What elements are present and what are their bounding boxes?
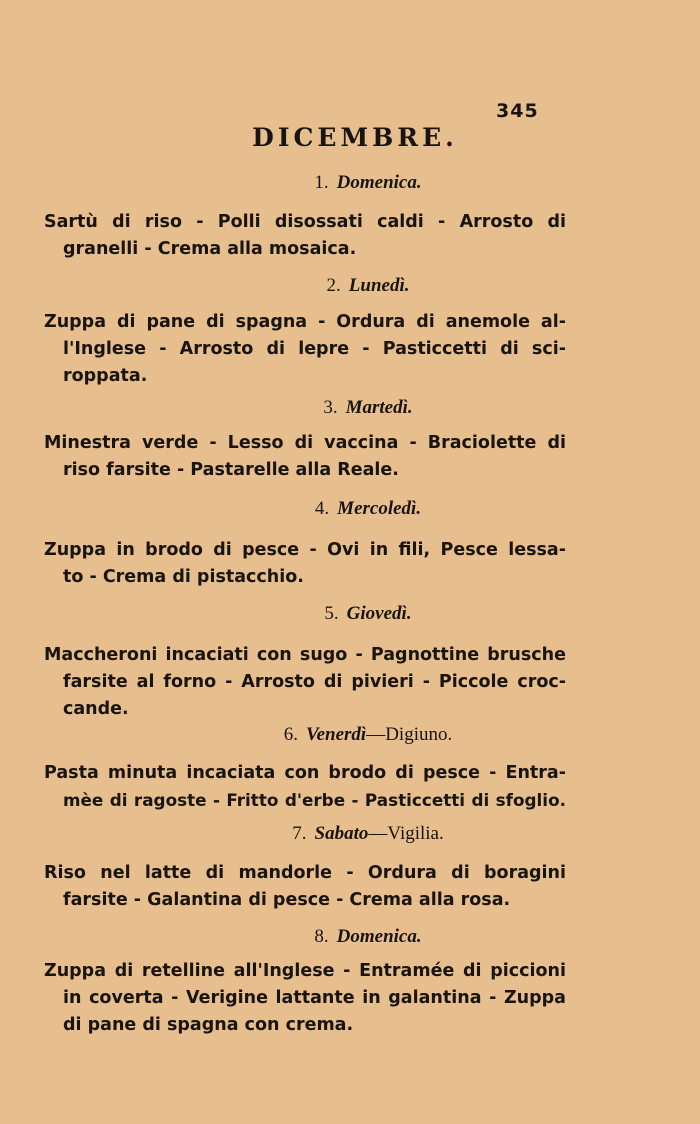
menu-line: farsite al forno - Arrosto di pivieri - Piccole croc- <box>63 672 566 692</box>
menu-line: Sartù di riso - Polli disossati caldi - Arrosto di <box>44 212 566 232</box>
day-number: 4. <box>314 498 330 519</box>
day-menu <box>44 309 566 390</box>
menu-line: cande. <box>63 699 129 719</box>
menu-line: Riso nel latte di mandorle - Ordura di boragini <box>44 863 566 883</box>
day-heading <box>0 497 700 521</box>
menu-line: di pane di spagna con crema. <box>63 1015 354 1035</box>
menu-line: l'Inglese - Arrosto di lepre - Pasticcetti di sci- <box>63 339 566 359</box>
day-menu <box>44 430 566 484</box>
day-menu <box>44 958 566 1039</box>
day-note: —Vigilia. <box>368 823 444 844</box>
day-name: Martedì. <box>345 397 413 418</box>
day-number: 2. <box>326 275 341 296</box>
page-title: DICEMBRE. <box>252 123 458 152</box>
day-name: Domenica. <box>336 172 422 193</box>
menu-line: Zuppa di retelline all'Inglese - Entramée di piccioni <box>44 961 566 981</box>
page-number: 345 <box>496 100 539 122</box>
menu-line: Zuppa di pane di spagna - Ordura di anemole al- <box>44 312 566 332</box>
day-name: Sabato <box>314 823 369 844</box>
menu-line: Maccheroni incaciati con sugo - Pagnottine brusche <box>44 645 566 665</box>
day-name: Giovedì. <box>346 603 412 624</box>
menu-line: granelli - Crema alla mosaica. <box>63 239 357 259</box>
day-number: 6. <box>283 724 299 745</box>
day-heading <box>0 396 700 420</box>
day-number: 1. <box>314 172 329 193</box>
day-menu <box>44 209 566 263</box>
day-menu <box>44 760 566 814</box>
day-name: Mercoledì. <box>337 498 422 519</box>
day-heading <box>0 822 700 846</box>
day-number: 5. <box>324 603 339 624</box>
day-name: Venerdì <box>306 724 367 745</box>
day-name: Lunedì. <box>348 275 410 296</box>
menu-line: Zuppa in brodo di pesce - Ovi in fili, Pesce lessa- <box>44 540 566 560</box>
menu-line: to - Crema di pistacchio. <box>63 567 304 587</box>
menu-line: roppata. <box>63 366 148 386</box>
day-number: 8. <box>314 926 329 947</box>
day-menu <box>44 642 566 723</box>
day-heading <box>0 274 700 298</box>
menu-line: Minestra verde - Lesso di vaccina - Braciolette di <box>44 433 566 453</box>
day-heading <box>0 171 700 195</box>
day-name: Domenica. <box>336 926 422 947</box>
menu-line: farsite - Galantina di pesce - Crema alla rosa. <box>63 890 511 910</box>
day-heading <box>0 925 700 949</box>
menu-line: riso farsite - Pastarelle alla Reale. <box>63 460 399 480</box>
day-menu <box>44 860 566 914</box>
day-note: —Digiuno. <box>366 724 453 745</box>
day-heading <box>0 602 700 626</box>
day-menu <box>44 537 566 591</box>
day-number: 3. <box>323 397 338 418</box>
day-number: 7. <box>292 823 307 844</box>
day-heading <box>0 723 700 747</box>
menu-line: Pasta minuta incaciata con brodo di pesce - Entra- <box>44 763 566 783</box>
menu-line: in coverta - Verigine lattante in galantina - Zuppa <box>63 988 566 1008</box>
menu-line: mèe di ragoste - Fritto d'erbe - Pasticcetti di sfoglio. <box>63 790 566 810</box>
